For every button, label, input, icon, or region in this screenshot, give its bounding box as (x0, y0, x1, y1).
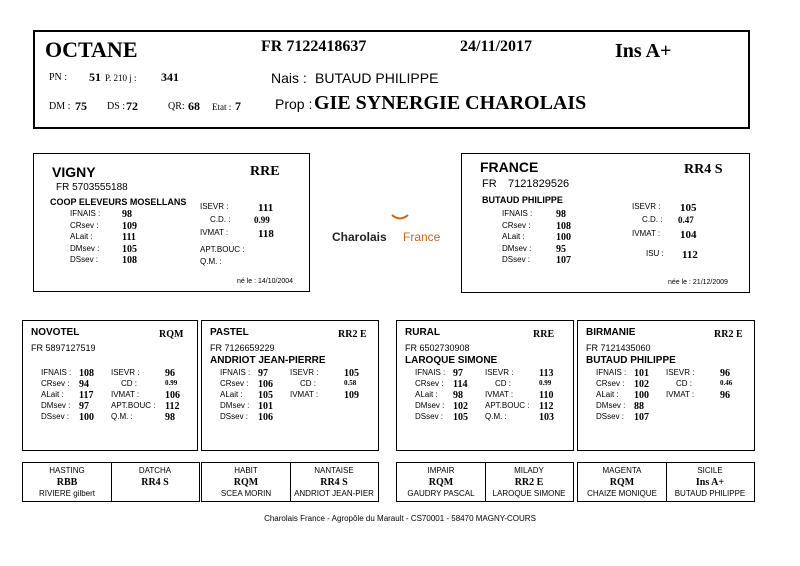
grandparent-card-1 (22, 320, 198, 451)
stat-label: ISEVR : (111, 368, 140, 377)
stat-value: 109 (344, 390, 359, 401)
stat-label: DMsev : (41, 401, 71, 410)
stat-value: 117 (79, 390, 94, 401)
grandparent-grade: RR2 E (714, 329, 743, 340)
stat-label: Q.M. : (200, 257, 222, 266)
qr-value: 68 (188, 99, 200, 113)
stat-label: ISEVR : (290, 368, 319, 377)
animal-birth-date: 24/11/2017 (460, 38, 533, 55)
stat-value: 96 (720, 390, 730, 401)
stat-value: 88 (634, 401, 644, 412)
dam-reg-number: 7121829526 (508, 178, 570, 190)
sire-grade: RRE (250, 164, 280, 179)
stat-value: 108 (122, 255, 137, 266)
stat-label: ISU : (646, 249, 664, 258)
stat-value: 105 (122, 243, 137, 255)
stat-value: 102 (634, 379, 649, 390)
great-grandparent-name: DATCHA (138, 466, 172, 475)
stat-label: DMsev : (415, 401, 445, 410)
great-grandparent-name: HABIT (234, 466, 258, 475)
dm-value: 75 (75, 99, 87, 113)
great-grandparent-grade: RR2 E (514, 477, 544, 488)
grandparent-card-4 (577, 320, 755, 451)
animal-reg-number: FR 7122418637 (261, 38, 367, 55)
stat-label: IFNAIS : (220, 368, 251, 377)
stat-value: 102 (453, 401, 468, 412)
stat-label: ALait : (596, 390, 619, 399)
etat-label: Etat : (212, 102, 232, 112)
great-grandparent-name: SICILE (697, 466, 723, 475)
stat-value: 0.47 (678, 215, 694, 225)
stat-value: 94 (79, 379, 89, 390)
sire-birth-date: né le : 14/10/2004 (237, 278, 294, 285)
stat-label: DSsev : (70, 255, 99, 264)
p210-label: P. 210 j : (105, 73, 137, 83)
stat-value: 113 (539, 368, 554, 379)
sire-card (33, 153, 310, 292)
stat-label: IVMAT : (666, 390, 695, 399)
great-grandparent-name: MAGENTA (602, 466, 642, 475)
prop-label: Prop : (275, 96, 313, 112)
stat-label: CRsev : (502, 220, 531, 230)
great-grandparent-pair (396, 462, 574, 502)
stat-label: Q.M. : (111, 412, 133, 421)
stat-value: 97 (79, 401, 89, 412)
stat-label: DSsev : (596, 412, 625, 421)
prop-value: GIE SYNERGIE CHAROLAIS (314, 92, 587, 114)
stat-value: 98 (165, 412, 175, 423)
etat-value: 7 (235, 99, 241, 113)
grandparent-name: NOVOTEL (31, 327, 80, 338)
stat-label: DMsev : (70, 243, 100, 253)
stat-label: ALait : (415, 390, 438, 399)
stat-value: 97 (453, 368, 463, 379)
stat-value: 97 (258, 368, 268, 379)
great-grandparent-grade: RQM (233, 477, 259, 488)
stat-value: 96 (720, 368, 730, 379)
great-grandparent-grade: RBB (56, 477, 78, 488)
stat-value: 101 (634, 368, 649, 379)
stat-value: 107 (556, 255, 571, 266)
stat-label: DMsev : (502, 243, 532, 253)
stat-value: 105 (680, 202, 697, 214)
stat-value: 100 (634, 390, 649, 401)
great-grandparent-owner: RIVIERE gilbert (38, 489, 96, 498)
stat-label: CRsev : (596, 379, 625, 388)
great-grandparent-grade: RR4 S (320, 477, 348, 488)
stat-value: 0.46 (720, 379, 733, 387)
dm-label: DM : (49, 101, 71, 112)
stat-value: 100 (79, 412, 94, 423)
stat-value: 98 (453, 390, 463, 401)
stat-label: ALait : (41, 390, 64, 399)
great-grandparent-grade: RQM (609, 477, 635, 488)
pn-label: PN : (49, 72, 68, 83)
great-grandparent-owner: CHAIZE MONIQUE (587, 489, 657, 498)
great-grandparent-pair (201, 462, 379, 502)
great-grandparent-grade: RQM (428, 477, 454, 488)
great-grandparent-cell (485, 463, 573, 501)
great-grandparent-cell (578, 463, 666, 501)
ds-value: 72 (126, 99, 138, 113)
great-grandparent-owner: LAROQUE SIMONE (492, 489, 566, 498)
stat-label: C.D. : (210, 215, 231, 224)
grandparent-owner: BUTAUD PHILIPPE (586, 355, 676, 366)
sire-reg-number: FR 5703555188 (56, 182, 128, 193)
stat-label: IFNAIS : (41, 368, 72, 377)
great-grandparent-owner: GAUDRY PASCAL (407, 489, 475, 498)
stat-value: 108 (79, 368, 94, 379)
grandparent-name: BIRMANIE (586, 327, 636, 338)
stat-label: DMsev : (596, 401, 626, 410)
stat-label: CRsev : (415, 379, 444, 388)
stat-label: CRsev : (41, 379, 70, 388)
stat-value: 104 (680, 229, 697, 241)
great-grandparent-grade: Ins A+ (695, 477, 725, 488)
stat-label: ALait : (220, 390, 243, 399)
stat-label: ALait : (70, 232, 93, 241)
stat-label: DSsev : (502, 255, 531, 264)
grandparent-owner: ANDRIOT JEAN-PIERRE (210, 355, 326, 366)
stat-label: IVMAT : (200, 228, 229, 237)
stat-value: 106 (258, 412, 273, 423)
stat-label: ISEVR : (666, 368, 695, 377)
grandparent-card-2 (201, 320, 379, 451)
sire-owner: COOP ELEVEURS MOSELLANS (50, 197, 187, 207)
stat-value: 0.99 (165, 379, 178, 387)
stat-label: APT.BOUC : (111, 401, 156, 410)
stat-value: 106 (258, 379, 273, 390)
great-grandparent-name: NANTAISE (314, 466, 354, 475)
great-grandparent-cell (23, 463, 111, 501)
grandparent-card-3 (396, 320, 574, 451)
dam-reg-prefix: FR (482, 178, 497, 190)
nais-label: Nais : (271, 70, 307, 86)
stat-value: 0.99 (254, 215, 270, 225)
great-grandparent-name: HASTING (49, 466, 85, 475)
dam-owner: BUTAUD PHILIPPE (482, 195, 563, 205)
stat-value: 105 (258, 390, 273, 401)
stat-value: 112 (682, 249, 698, 261)
stat-value: 95 (556, 243, 566, 255)
great-grandparent-pair (577, 462, 755, 502)
grandparent-reg-number: FR 6502730908 (405, 343, 470, 353)
charolais-france-logo (330, 210, 450, 250)
stat-label: DMsev : (220, 401, 250, 410)
great-grandparent-owner: SCEA MORIN (220, 489, 272, 498)
stat-value: 111 (122, 232, 136, 243)
stat-label: CD : (121, 379, 137, 388)
animal-header (33, 30, 750, 129)
great-grandparent-cell (397, 463, 485, 501)
great-grandparent-cell (202, 463, 290, 501)
great-grandparent-name: MILADY (514, 466, 544, 475)
stat-value: 108 (556, 220, 571, 232)
stat-label: IFNAIS : (596, 368, 627, 377)
stat-value: 114 (453, 379, 468, 390)
grandparent-name: RURAL (405, 327, 440, 338)
stat-label: IFNAIS : (502, 209, 533, 218)
stat-label: IVMAT : (111, 390, 140, 399)
great-grandparent-cell (290, 463, 378, 501)
stat-label: IFNAIS : (415, 368, 446, 377)
footer-address: Charolais France - Agropôle du Marault - CS70001 - 58470 MAGNY-COURS (264, 514, 536, 523)
stat-label: CD : (676, 379, 692, 388)
stat-label: ISEVR : (200, 202, 229, 211)
p210-value: 341 (161, 70, 179, 84)
grandparent-grade: RQM (159, 329, 184, 340)
great-grandparent-pair (22, 462, 200, 502)
nais-value: BUTAUD PHILIPPE (315, 70, 439, 86)
stat-label: APT.BOUC : (485, 401, 530, 410)
pn-value: 51 (89, 70, 101, 84)
grandparent-owner: LAROQUE SIMONE (405, 355, 498, 366)
stat-label: CD : (300, 379, 316, 388)
stat-value: 109 (122, 220, 137, 232)
great-grandparent-cell (111, 463, 199, 501)
animal-name: OCTANE (45, 37, 138, 62)
grandparent-grade: RRE (533, 329, 555, 340)
stat-value: 100 (556, 232, 571, 243)
great-grandparent-cell (666, 463, 754, 501)
stat-label: Q.M. : (485, 412, 507, 421)
stat-label: C.D. : (642, 215, 663, 224)
stat-value: 98 (556, 209, 566, 220)
stat-label: DSsev : (220, 412, 249, 421)
grandparent-name: PASTEL (210, 327, 249, 338)
logo-text-charolais: Charolais (332, 230, 387, 244)
stat-label: ALait : (502, 232, 525, 241)
stat-label: CRsev : (70, 220, 99, 230)
stat-label: DSsev : (415, 412, 444, 421)
sire-name: VIGNY (52, 164, 96, 180)
stat-label: IVMAT : (485, 390, 514, 399)
stat-value: 105 (453, 412, 468, 423)
great-grandparent-grade: RR4 S (141, 477, 169, 488)
qr-label: QR: (168, 101, 185, 112)
stat-value: 0.99 (539, 379, 552, 387)
stat-label: IVMAT : (632, 229, 661, 238)
stat-value: 112 (539, 401, 554, 412)
dam-grade: RR4 S (684, 162, 723, 177)
stat-value: 111 (258, 202, 274, 214)
grandparent-grade: RR2 E (338, 329, 367, 340)
dam-name: FRANCE (480, 159, 539, 175)
stat-label: APT.BOUC : (200, 245, 245, 254)
great-grandparent-owner: ANDRIOT JEAN-PIER (294, 489, 374, 498)
dam-birth-date: née le : 21/12/2009 (668, 279, 728, 286)
stat-value: 96 (165, 368, 175, 379)
stat-value: 107 (634, 412, 649, 423)
stat-value: 103 (539, 412, 554, 423)
grandparent-reg-number: FR 7121435060 (586, 343, 651, 353)
stat-label: CRsev : (220, 379, 249, 388)
stat-value: 0.58 (344, 379, 357, 387)
stat-label: ISEVR : (485, 368, 514, 377)
grandparent-reg-number: FR 7126659229 (210, 343, 275, 353)
stat-label: ISEVR : (632, 202, 661, 211)
stat-value: 101 (258, 401, 273, 412)
stat-label: IVMAT : (290, 390, 319, 399)
stat-value: 110 (539, 390, 554, 401)
stat-value: 112 (165, 401, 180, 412)
ds-label: DS : (107, 101, 126, 112)
stat-label: CD : (495, 379, 511, 388)
stat-value: 118 (258, 228, 274, 240)
stat-value: 98 (122, 209, 132, 220)
stat-label: DSsev : (41, 412, 70, 421)
stat-value: 105 (344, 368, 359, 379)
stat-value: 106 (165, 390, 180, 401)
animal-grade: Ins A+ (615, 40, 672, 62)
great-grandparent-owner: BUTAUD PHILIPPE (674, 489, 746, 498)
dam-card (461, 153, 750, 293)
logo-text-france: France (403, 230, 441, 244)
great-grandparent-name: IMPAIR (427, 466, 455, 475)
grandparent-reg-number: FR 5897127519 (31, 343, 96, 353)
stat-label: IFNAIS : (70, 209, 101, 218)
